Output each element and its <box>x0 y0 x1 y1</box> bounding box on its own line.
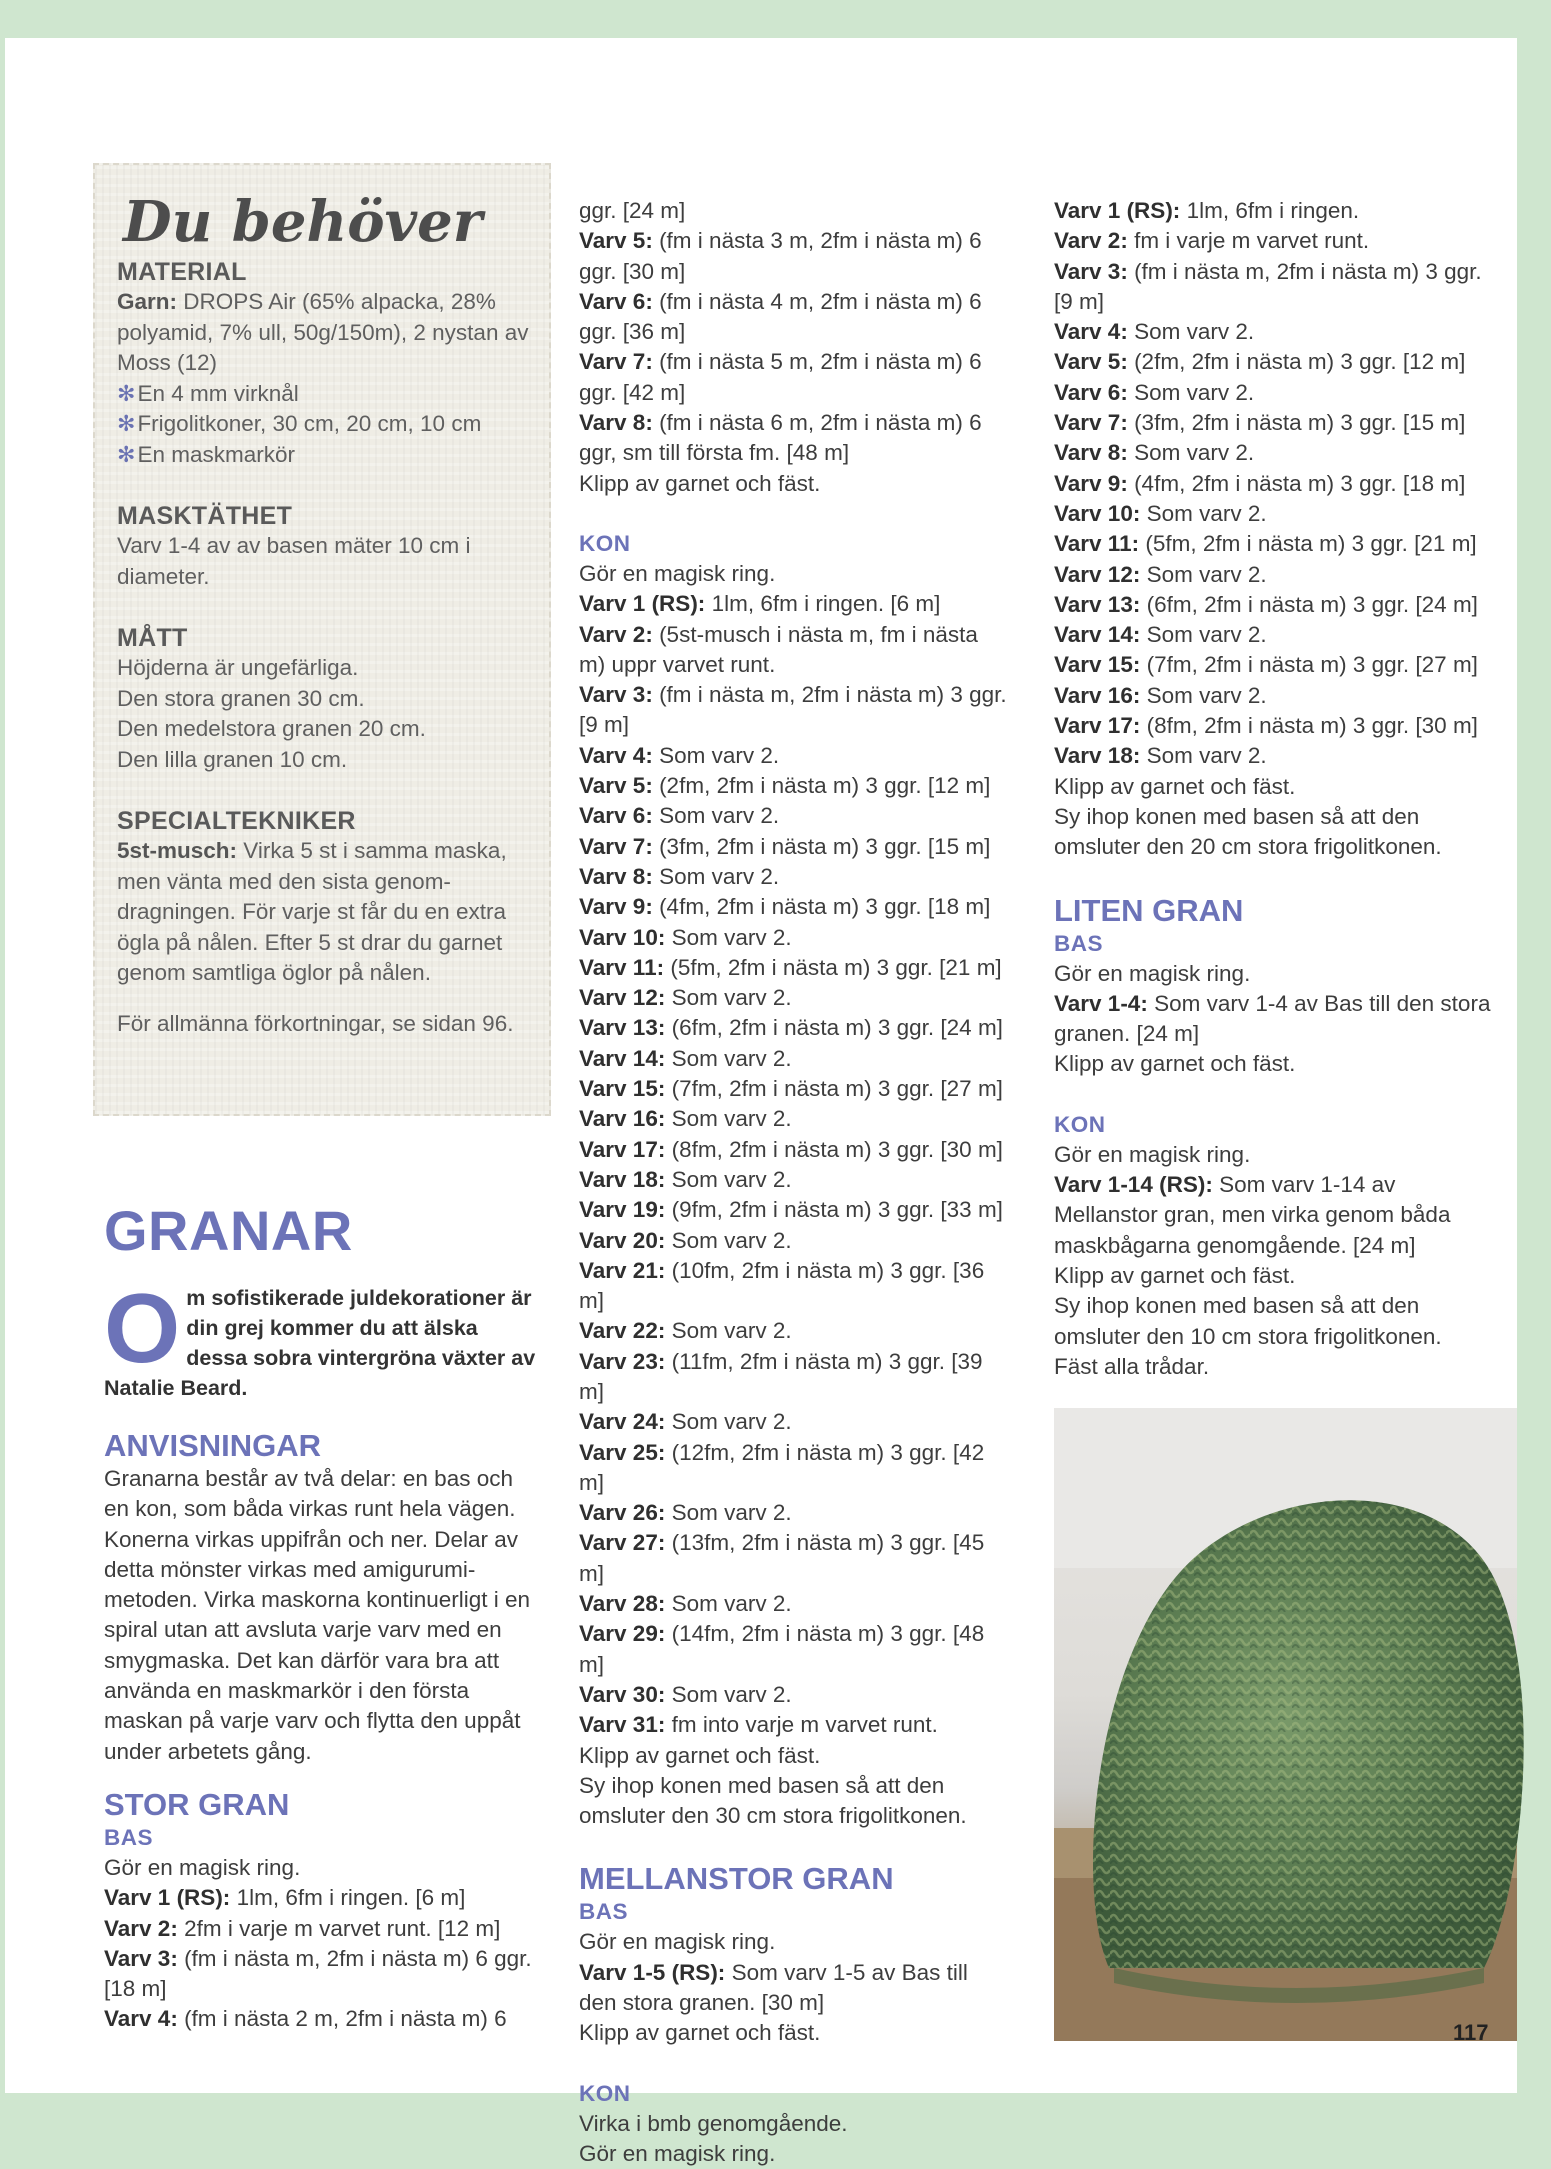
instruction-line: Varv 1-14 (RS): Som varv 1-14 av Mellanstor gran, men virka genom båda maskbågarna genomgående. [24 m] <box>1054 1172 1451 1258</box>
box-title: Du behöver <box>123 189 483 255</box>
large-cone-lines <box>579 559 1009 1831</box>
instruction-line: Varv 21: (10fm, 2fm i nästa m) 3 ggr. [36 m] <box>579 1257 985 1314</box>
instruction-line: Varv 10: Som varv 2. <box>579 924 792 950</box>
asterisk-icon: ✻ <box>117 411 136 436</box>
asterisk-icon: ✻ <box>117 441 136 467</box>
large-tree-cone-heading: KON <box>579 530 631 556</box>
instruction-line: Varv 28: Som varv 2. <box>579 1591 792 1617</box>
instruction-line: Varv 10: Som varv 2. <box>1054 500 1267 526</box>
small-tree-base-heading: BAS <box>1054 930 1104 956</box>
column-3 <box>1054 196 1494 1382</box>
magazine-page <box>5 38 1517 2166</box>
yarn-text: Garn: DROPS Air (65% alpacka, 28% polyamid, 7% ull, 50g/150m), 2 nystan av Moss (12) <box>117 289 529 375</box>
size-line: Den lilla granen 10 cm. <box>117 746 348 772</box>
instruction-line: Varv 3: (fm i nästa m, 2fm i nästa m) 3 ggr. [9 m] <box>1054 258 1482 314</box>
special-heading: SPECIALTEKNIKER <box>117 807 356 835</box>
instruction-line: Klipp av garnet och fäst. <box>1054 1051 1296 1077</box>
instruction-line: Varv 18: Som varv 2. <box>1054 743 1267 769</box>
medium-cone-lines-cont <box>1054 196 1494 863</box>
size-line: Den stora granen 30 cm. <box>117 685 365 711</box>
instruction-line: Varv 8: (fm i nästa 6 m, 2fm i nästa m) 6 ggr, sm till första fm. [48 m] <box>579 410 982 466</box>
medium-tree-cone-heading: KON <box>579 2080 631 2106</box>
material-section <box>117 257 533 470</box>
instruction-line: Varv 20: Som varv 2. <box>579 1227 792 1253</box>
material-heading: MATERIAL <box>117 258 247 286</box>
instruction-line: Varv 7: (3fm, 2fm i nästa m) 3 ggr. [15 m] <box>579 833 991 859</box>
small-cone-lines <box>1054 1140 1494 1382</box>
instructions-text: Granarna består av två delar: en bas och en kon, som båda virkas runt hela vägen. Konerna virkas uppifrån och ner. Delar av detta mönster virkas med amigurumi-metoden. Virka maskorna kontinuerligt i en spiral utan att avsluta varje varv med en smygmaska. Det kan därför vara bra att använda en maskmarkör i den första maskan på varje varv och flytta den uppåt under arbetets gång. <box>104 1466 531 1764</box>
instruction-line: Varv 26: Som varv 2. <box>579 1500 792 1526</box>
instruction-line: Gör en magisk ring. <box>104 1854 301 1880</box>
instruction-line: Gör en magisk ring. <box>1054 1141 1251 1167</box>
instruction-line: Varv 2: (5st-musch i nästa m, fm i nästa m) uppr varvet runt. <box>579 621 978 677</box>
instruction-line: Varv 29: (14fm, 2fm i nästa m) 3 ggr. [48 m] <box>579 1621 985 1677</box>
instruction-line: Varv 14: Som varv 2. <box>1054 622 1267 648</box>
prev-line-tail: ggr. [24 m] <box>579 198 686 223</box>
special-section <box>117 806 533 1039</box>
instruction-line: Varv 27: (13fm, 2fm i nästa m) 3 ggr. [45 m] <box>579 1530 985 1586</box>
material-item: ✻Frigolitkoner, 30 cm, 20 cm, 10 cm <box>117 411 482 436</box>
medium-base-lines <box>579 1927 1009 2048</box>
small-base-lines <box>1054 959 1494 1080</box>
instruction-line: Varv 5: (2fm, 2fm i nästa m) 3 ggr. [12 m] <box>1054 349 1466 375</box>
instruction-line: Varv 2: 2fm i varje m varvet runt. [12 m] <box>104 1915 501 1941</box>
instruction-line: Varv 6: (fm i nästa 4 m, 2fm i nästa m) 6 ggr. [36 m] <box>579 288 982 345</box>
size-heading: MÅTT <box>117 624 188 652</box>
large-base-lines-cont <box>579 226 1009 499</box>
page-title: GRANAR <box>104 1199 353 1262</box>
large-tree-heading: STOR GRAN <box>104 1786 290 1822</box>
instruction-line: Varv 12: Som varv 2. <box>579 985 792 1011</box>
instruction-line: Varv 1 (RS): 1lm, 6fm i ringen. [6 m] <box>579 591 941 617</box>
instruction-line: Varv 9: (4fm, 2fm i nästa m) 3 ggr. [18 m] <box>579 894 991 920</box>
gauge-heading: MASKTÄTHET <box>117 502 293 530</box>
instruction-line: Varv 16: Som varv 2. <box>579 1106 792 1132</box>
abbreviations-note: För allmänna förkortningar, se sidan 96. <box>117 1010 514 1036</box>
instruction-line: Varv 14: Som varv 2. <box>579 1045 792 1071</box>
instruction-line: Varv 3: (fm i nästa m, 2fm i nästa m) 3 ggr. [9 m] <box>579 682 1007 738</box>
instruction-line: Varv 12: Som varv 2. <box>1054 561 1267 587</box>
large-tree-base-heading: BAS <box>104 1824 154 1850</box>
instruction-line: Varv 8: Som varv 2. <box>1054 440 1255 466</box>
instruction-line: Varv 30: Som varv 2. <box>579 1681 792 1707</box>
instruction-line: Varv 17: (8fm, 2fm i nästa m) 3 ggr. [30 m] <box>579 1136 1003 1162</box>
instruction-line: Klipp av garnet och fäst. <box>579 1742 821 1768</box>
instruction-line: Varv 31: fm into varje m varvet runt. <box>579 1712 938 1738</box>
asterisk-icon: ✻ <box>117 380 136 406</box>
gauge-text: Varv 1-4 av av basen mäter 10 cm i diameter. <box>117 533 471 589</box>
small-tree-heading: LITEN GRAN <box>1054 892 1244 928</box>
instruction-line: Klipp av garnet och fäst. <box>1054 1262 1296 1288</box>
instruction-line: Klipp av garnet och fäst. <box>579 470 821 496</box>
instruction-line: Klipp av garnet och fäst. <box>579 2020 821 2046</box>
instruction-line: Varv 4: Som varv 2. <box>1054 319 1255 345</box>
instruction-line: Varv 15: (7fm, 2fm i nästa m) 3 ggr. [27 m] <box>1054 652 1478 678</box>
instruction-line: Varv 4: (fm i nästa 2 m, 2fm i nästa m) 6 <box>104 2006 507 2032</box>
instruction-line: Gör en magisk ring. <box>579 1929 776 1955</box>
instruction-line: Varv 2: fm i varje m varvet runt. <box>1054 228 1370 254</box>
materials-box <box>93 163 551 1116</box>
instructions-heading: ANVISNINGAR <box>104 1428 322 1463</box>
intro-paragraph: Om sofistikerade juldekorationer är din grej kommer du att älska dessa sobra vintergröna växter av Natalie Beard. <box>104 1273 536 1400</box>
instruction-line: Varv 13: (6fm, 2fm i nästa m) 3 ggr. [24 m] <box>579 1015 1003 1041</box>
instruction-line: Varv 8: Som varv 2. <box>579 863 780 889</box>
column-1 <box>104 1428 544 2035</box>
instruction-line: Fäst alla trådar. <box>1054 1353 1210 1379</box>
instruction-line: Varv 19: (9fm, 2fm i nästa m) 3 ggr. [33 m] <box>579 1197 1003 1223</box>
yarn-cone-photo <box>1054 1408 1517 2041</box>
column-2 <box>579 196 1009 2169</box>
instruction-line: Varv 3: (fm i nästa m, 2fm i nästa m) 6 ggr. [18 m] <box>104 1945 532 2002</box>
instruction-line: Varv 22: Som varv 2. <box>579 1318 792 1344</box>
medium-tree-heading: MELLANSTOR GRAN <box>579 1861 894 1897</box>
instruction-line: Varv 24: Som varv 2. <box>579 1409 792 1435</box>
medium-cone-lines <box>579 2109 1009 2169</box>
instruction-line: Varv 11: (5fm, 2fm i nästa m) 3 ggr. [21 m] <box>579 954 1002 980</box>
page-number: 117 <box>1453 2020 1489 2045</box>
instruction-line: Varv 5: (fm i nästa 3 m, 2fm i nästa m) 6 ggr. [30 m] <box>579 228 982 284</box>
instruction-line: Varv 13: (6fm, 2fm i nästa m) 3 ggr. [24 m] <box>1054 591 1478 617</box>
instruction-line: Varv 5: (2fm, 2fm i nästa m) 3 ggr. [12 m] <box>579 773 991 799</box>
large-base-lines <box>104 1853 544 2035</box>
instruction-line: Varv 1-5 (RS): Som varv 1-5 av Bas till den stora granen. [30 m] <box>579 1959 968 2016</box>
instruction-line: Sy ihop konen med basen så att den omsluter den 20 cm stora frigolitkonen. <box>1054 803 1442 860</box>
instruction-line: Sy ihop konen med basen så att den omsluter den 10 cm stora frigolitkonen. <box>1054 1293 1442 1349</box>
dropcap: O <box>104 1273 181 1383</box>
gauge-section <box>117 501 533 592</box>
instruction-line: Varv 6: Som varv 2. <box>1054 379 1255 405</box>
instruction-line: Klipp av garnet och fäst. <box>1054 773 1296 799</box>
instruction-line: Varv 4: Som varv 2. <box>579 742 780 768</box>
instruction-line: Gör en magisk ring. <box>579 2140 776 2166</box>
instruction-line: Varv 18: Som varv 2. <box>579 1166 792 1192</box>
instruction-line: Varv 15: (7fm, 2fm i nästa m) 3 ggr. [27 m] <box>579 1076 1003 1102</box>
instruction-line: Varv 1-4: Som varv 1-4 av Bas till den stora granen. [24 m] <box>1054 990 1491 1047</box>
instruction-line: Varv 1 (RS): 1lm, 6fm i ringen. <box>1054 198 1360 223</box>
instruction-line: Varv 1 (RS): 1lm, 6fm i ringen. [6 m] <box>104 1885 466 1911</box>
instruction-line: Varv 16: Som varv 2. <box>1054 682 1267 708</box>
instruction-line: Varv 9: (4fm, 2fm i nästa m) 3 ggr. [18 m] <box>1054 470 1466 496</box>
instruction-line: Varv 7: (3fm, 2fm i nästa m) 3 ggr. [15 m] <box>1054 410 1466 436</box>
instruction-line: Gör en magisk ring. <box>1054 960 1251 986</box>
size-section <box>117 623 533 775</box>
instruction-line: Varv 7: (fm i nästa 5 m, 2fm i nästa m) 6 ggr. [42 m] <box>579 349 982 405</box>
material-item: ✻En maskmarkör <box>117 441 295 467</box>
instruction-line: Varv 6: Som varv 2. <box>579 803 780 829</box>
instruction-line: Varv 11: (5fm, 2fm i nästa m) 3 ggr. [21 m] <box>1054 531 1477 557</box>
instruction-line: Varv 23: (11fm, 2fm i nästa m) 3 ggr. [39 m] <box>579 1348 983 1404</box>
small-tree-cone-heading: KON <box>1054 1111 1106 1137</box>
material-item: ✻En 4 mm virknål <box>117 380 299 406</box>
size-line: Höjderna är ungefärliga. <box>117 655 359 680</box>
instruction-line: Virka i bmb genomgående. <box>579 2110 848 2136</box>
special-text: 5st-musch: Virka 5 st i samma maska, men vänta med den sista genom-dragningen. För varje st får du en extra ögla på nålen. Efter 5 st drar du garnet genom samtliga öglor på nålen. <box>117 838 507 985</box>
instruction-line: Gör en magisk ring. <box>579 560 776 586</box>
instruction-line: Varv 17: (8fm, 2fm i nästa m) 3 ggr. [30 m] <box>1054 713 1478 739</box>
medium-tree-base-heading: BAS <box>579 1899 629 1925</box>
size-line: Den medelstora granen 20 cm. <box>117 716 426 741</box>
crocheted-cone-illustration <box>1054 1408 1517 2041</box>
instruction-line: Sy ihop konen med basen så att den omsluter den 30 cm stora frigolitkonen. <box>579 1772 967 1829</box>
instruction-line: Varv 25: (12fm, 2fm i nästa m) 3 ggr. [42 m] <box>579 1439 985 1495</box>
